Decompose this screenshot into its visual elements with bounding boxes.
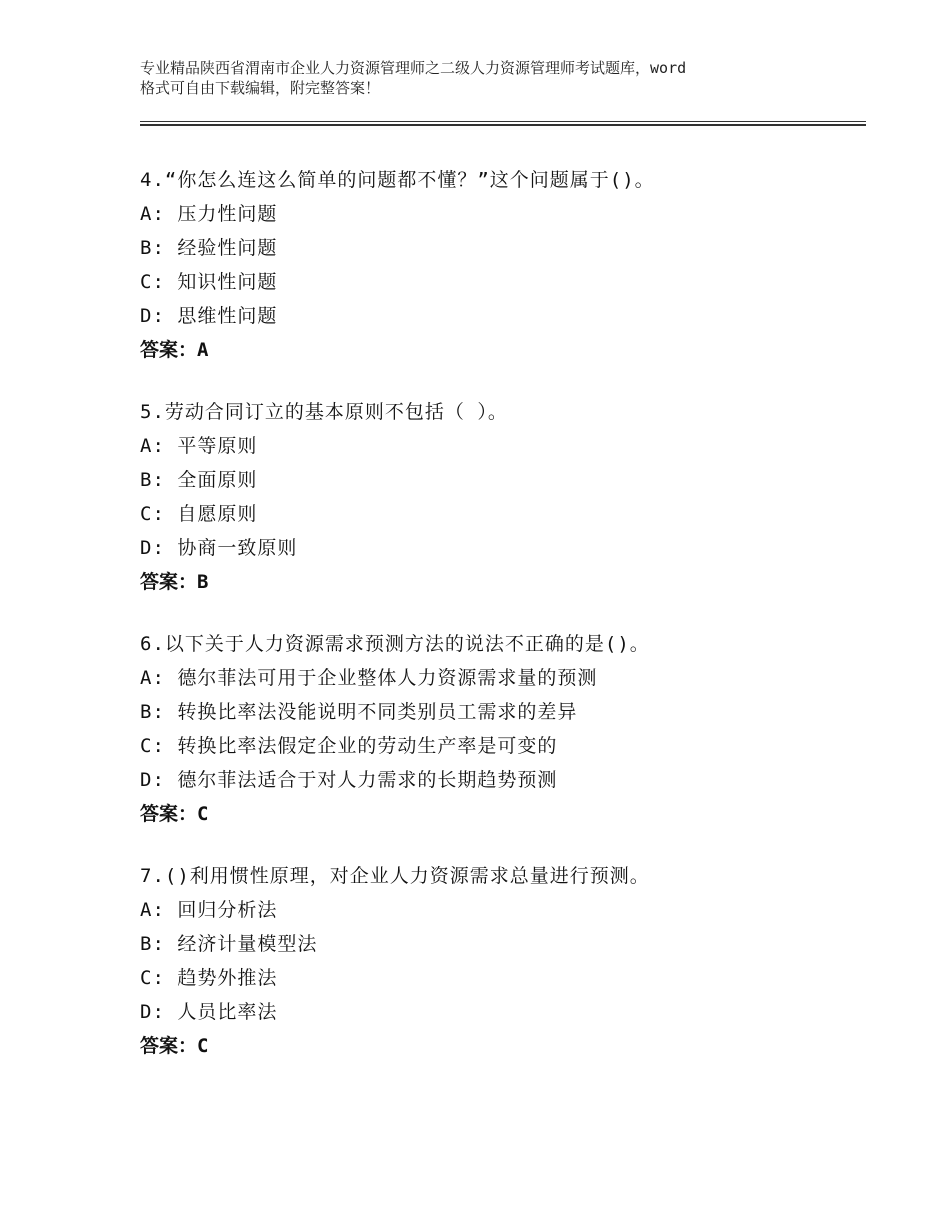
option-a: A: 回归分析法 [140, 899, 278, 921]
question-6 [140, 627, 866, 831]
question-title: 6.以下关于人力资源需求预测方法的说法不正确的是()。 [140, 633, 650, 655]
header-line-1: 专业精品陕西省渭南市企业人力资源管理师之二级人力资源管理师考试题库，word [140, 59, 687, 77]
option-b: B: 全面原则 [140, 469, 258, 491]
option-a: A: 德尔菲法可用于企业整体人力资源需求量的预测 [140, 667, 598, 689]
question-5 [140, 395, 866, 599]
option-d: D: 德尔菲法适合于对人力需求的长期趋势预测 [140, 769, 558, 791]
option-d: D: 协商一致原则 [140, 537, 298, 559]
option-a: A: 压力性问题 [140, 203, 278, 225]
question-title: 5.劳动合同订立的基本原则不包括（ ）。 [140, 401, 508, 423]
answer: 答案：C [140, 1035, 209, 1057]
question-7 [140, 859, 866, 1063]
header-divider-top [140, 121, 866, 122]
option-b: B: 经验性问题 [140, 237, 278, 259]
option-c: C: 知识性问题 [140, 271, 278, 293]
option-b: B: 经济计量模型法 [140, 933, 318, 955]
option-c: C: 转换比率法假定企业的劳动生产率是可变的 [140, 735, 558, 757]
question-4 [140, 163, 866, 367]
header-divider-bottom [140, 124, 866, 126]
option-b: B: 转换比率法没能说明不同类别员工需求的差异 [140, 701, 578, 723]
answer: 答案：C [140, 803, 209, 825]
question-list [140, 163, 866, 1091]
header-line-2: 格式可自由下载编辑，附完整答案！ [140, 79, 381, 97]
answer: 答案：B [140, 571, 209, 593]
answer: 答案：A [140, 339, 209, 361]
option-a: A: 平等原则 [140, 435, 258, 457]
question-title: 4.“你怎么连这么简单的问题都不懂？”这个问题属于()。 [140, 169, 655, 191]
option-c: C: 趋势外推法 [140, 967, 278, 989]
question-title: 7.()利用惯性原理，对企业人力资源需求总量进行预测。 [140, 865, 650, 887]
option-d: D: 思维性问题 [140, 305, 278, 327]
option-c: C: 自愿原则 [140, 503, 258, 525]
option-d: D: 人员比率法 [140, 1001, 278, 1023]
document-header [140, 58, 840, 98]
